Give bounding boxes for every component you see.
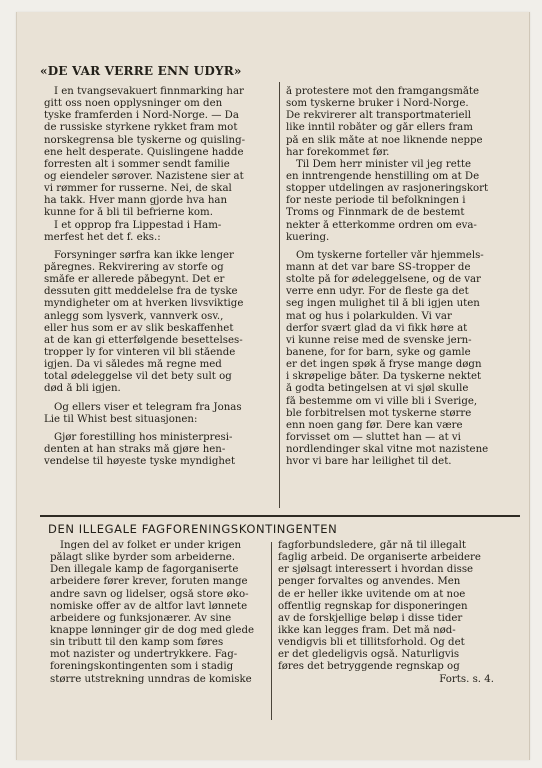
text-line: enn noen gang før. Dere kan være: [286, 419, 463, 431]
text-line: forresten alt i sommer sendt familie: [44, 158, 230, 170]
text-line: Om tyskerne forteller vår hjemmels-: [296, 249, 484, 261]
text-line: stopper utdelingen av rasjoneringskort: [286, 183, 489, 195]
text-line: kuering.: [286, 231, 330, 243]
text-line: ha takk. Hver mann gjorde hva han: [44, 195, 228, 207]
text-line: offentlig regnskap for disponeringen: [278, 600, 468, 612]
text-line: gitt oss noen opplysninger om den: [44, 98, 223, 110]
text-line: forvisset om — sluttet han — at vi: [286, 431, 461, 443]
text-line: nomiske offer av de altfor lavt lønnete: [50, 600, 248, 612]
text-line: mot nazister og undertrykkere. Fag-: [50, 649, 238, 661]
text-line: å protestere mot den framgangsmåte: [286, 86, 480, 97]
text-line: er det ingen spøk å fryse mange døgn: [286, 359, 482, 371]
section-divider: [40, 515, 520, 517]
text-line: død å bli igjen.: [44, 383, 121, 395]
text-line: anlegg som lysverk, vannverk osv.,: [44, 310, 224, 322]
text-line: dessuten gitt meddelelse fra de tyske: [44, 286, 238, 298]
text-line: Troms og Finnmark de de bestemt: [286, 207, 465, 219]
text-line: en inntrengende henstilling om at De: [286, 170, 480, 182]
text-line: vi rømmer for russerne. Nei, de skal: [44, 183, 232, 195]
text-line: i skrøpelige båter. Da tyskerne nektet: [286, 371, 482, 383]
text-line: verre enn udyr. For de fleste ga det: [286, 286, 469, 298]
text-line: Gjør forestilling hos ministerpresi-: [54, 431, 233, 443]
text-line: har forekommet før.: [286, 146, 390, 158]
article-title: «DE VAR VERRE ENN UDYR»: [40, 64, 242, 78]
text-line: og eiendeler sørover. Nazistene sier at: [44, 170, 244, 182]
text-line: de er heller ikke uvitende om at noe: [278, 588, 466, 600]
text-line: ikke kan legges fram. Det må nød-: [278, 624, 456, 636]
text-line: ene helt desperate. Quislingene hadde: [44, 146, 244, 158]
text-line: kunne for å bli til befrierne kom.: [44, 207, 213, 219]
text-line: nekter å etterkomme ordren om eva-: [286, 219, 477, 231]
text-line: faglig arbeid. De organiserte arbeidere: [278, 552, 481, 564]
text-line: hvor vi bare har leilighet til det.: [286, 456, 452, 468]
article2-column-left: [50, 540, 266, 686]
text-line: vi kunne reise med de svenske jern-: [286, 334, 472, 346]
text-line: større utstrekning unndras de komiske: [50, 673, 252, 685]
text-line: seg ingen mulighet til å bli igjen uten: [286, 298, 480, 310]
text-line: som tyskerne bruker i Nord-Norge.: [286, 98, 469, 110]
text-line: knappe lønninger gir de dog med glede: [50, 624, 255, 636]
text-line: småfe er allerede påbegynt. Det er: [44, 274, 225, 286]
text-line: Ingen del av folket er under krigen: [60, 540, 242, 551]
text-line: myndigheter om at hverken livsviktige: [44, 298, 244, 310]
text-line: eller hus som er av slik beskaffenhet: [44, 322, 234, 334]
column-divider: [279, 82, 280, 508]
text-line: stolte på for ødeleggelsene, og de var: [286, 274, 481, 286]
text-line: banene, for for barn, syke og gamle: [286, 346, 471, 358]
text-line: derfor svært glad da vi fikk høre at: [286, 322, 468, 334]
article-title: DEN ILLEGALE FAGFORENINGSKONTINGENTEN: [48, 522, 338, 536]
text-line: er sjølsagt interessert i hvordan disse: [278, 564, 474, 576]
text-line: like inntil robåter og går ellers fram: [286, 122, 473, 134]
text-line: andre savn og lidelser, også store øko-: [50, 588, 249, 600]
text-line: de russiske styrkene rykket fram mot: [44, 122, 238, 134]
text-line: Den illegale kamp de fagorganiserte: [50, 564, 239, 576]
text-line: denten at han straks må gjøre hen-: [44, 443, 226, 455]
text-line: Til Dem herr minister vil jeg rette: [296, 158, 471, 170]
article1-column-right: [286, 86, 506, 468]
text-line: påregnes. Rekvirering av storfe og: [44, 261, 224, 273]
text-line: merfest het det f. eks.:: [44, 231, 161, 243]
text-line: arbeidere fører krever, foruten mange: [50, 576, 248, 588]
article1-column-left: [44, 86, 276, 468]
text-line: igjen. Da vi således må regne med: [44, 359, 222, 371]
text-line: foreningskontingenten som i stadig: [50, 661, 234, 673]
text-line: Forsyninger sørfra kan ikke lenger: [54, 249, 234, 261]
continued-note: Forts. s. 4.: [439, 673, 494, 685]
column-divider: [271, 542, 272, 720]
article2-column-right: [278, 540, 502, 686]
text-line: I en tvangsevakuert finnmarking har: [54, 86, 244, 97]
text-line: føres det betryggende regnskap og: [278, 661, 460, 673]
text-line: vendigvis bli et tillitsforhold. Og det: [278, 637, 465, 649]
text-line: fagforbundsledere, går nå til illegalt: [278, 540, 466, 551]
text-line: for neste periode til befolkningen i: [286, 195, 466, 207]
text-line: mann at det var bare SS-tropper de: [286, 261, 471, 273]
text-line: å godta betingelsen at vi sjøl skulle: [286, 383, 469, 395]
text-line: ble forbitrelsen mot tyskerne større: [286, 407, 472, 419]
text-line: er det gledeligvis også. Naturligvis: [278, 649, 460, 661]
text-line: mat og hus i polarkulden. Vi var: [286, 310, 452, 322]
text-line: sin tributt til den kamp som føres: [50, 637, 224, 649]
text-line: på en slik måte at noe liknende neppe: [286, 134, 483, 146]
text-line: arbeidere og funksjonærer. Av sine: [50, 612, 232, 624]
text-line: at de kan gi etterfølgende besettelses-: [44, 334, 243, 346]
text-line: De rekvirerer alt transportmateriell: [286, 110, 472, 122]
text-line: penger forvaltes og anvendes. Men: [278, 576, 461, 588]
text-line: I et opprop fra Lippestad i Ham-: [54, 219, 222, 231]
text-line: tyske framferden i Nord-Norge. — Da: [44, 110, 239, 122]
text-line: nordlendinger skal vitne mot nazistene: [286, 444, 489, 456]
text-line: av de forskjellige beløp i disse tider: [278, 612, 463, 624]
text-line: vendelse til høyeste tyske myndighet: [44, 456, 236, 468]
text-line: total ødeleggelse vil det bety sult og: [44, 371, 232, 383]
text-line: tropper ly for vinteren vil bli stående: [44, 346, 236, 358]
text-line: norskegrensa ble tyskerne og quisling-: [44, 134, 246, 146]
text-line: pålagt slike byrder som arbeiderne.: [50, 552, 236, 564]
text-line: Og ellers viser et telegram fra Jonas: [54, 401, 242, 413]
text-line: få bestemme om vi ville bli i Sverige,: [286, 395, 478, 407]
text-line: Lie til Whist best situasjonen:: [44, 413, 198, 425]
